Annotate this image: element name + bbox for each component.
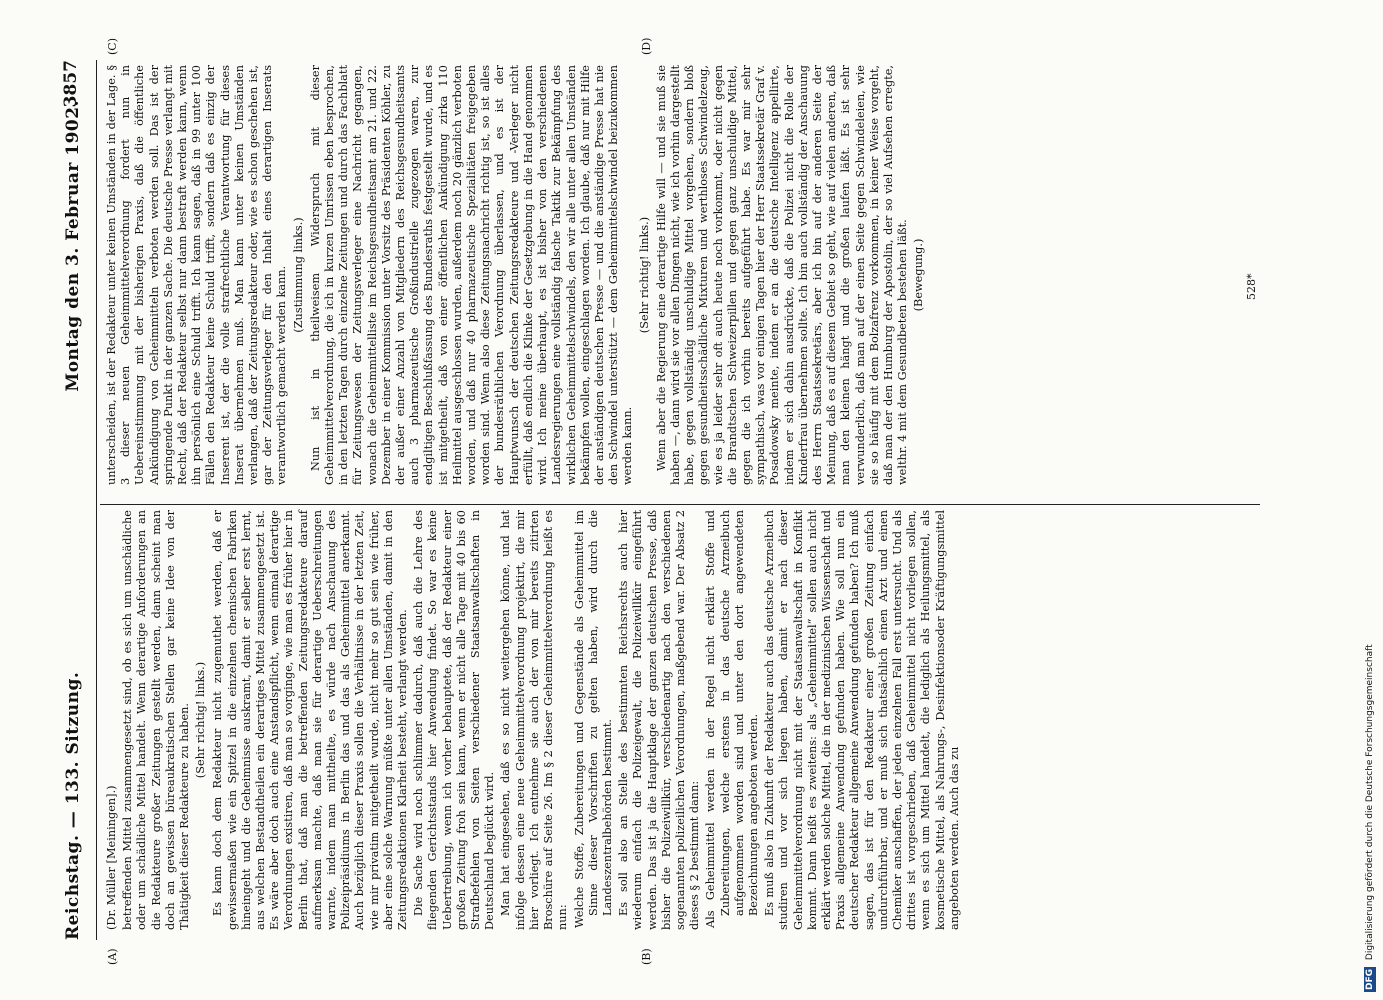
paragraph: Es soll also an Stelle des bestimmten Reichsrechts auch hier wiederum einfach die Polizeigewalt, die Polizeiwillkür eingeführt werden. Das ist ja die Hauptklage der ganzen deutschen Presse, daß bisher die Polizeiwillkür, verschiedenartig nach den verschiedenen sogenannten polizeilichen Verordnungen, maßgebend war. Der Absatz 2 dieses § 2 bestimmt dann: [617,510,702,930]
paragraph: Nun ist in theilweisem Widerspruch mit dieser Geheimmittelverordnung, die ich in kurzen Umrissen eben besprochen, in den letzten Tagen durch einzelne Zeitungen und durch das Fachblatt für Zeitungswesen der Zeitungsverleger eine Nachricht gegangen, wonach die Geheimmittelliste im Reichsgesundheitsamt am 21. und 22. Dezember in einer Kommission unter Vorsitz des Präsidenten Köhler, zu der außer einer Anzahl von Mitgliedern des Reichsgesundheitsamts auch 3 pharmazeutische Großindustrielle zugezogen waren, zur endgiltigen Beschlußfassung des Bundesraths festgestellt wurde, und es ist mitgetheilt, daß von einer öffentlichen Ankündigung zirka 110 Heilmittel ausgeschlossen wurden, außerdem noch 20 gänzlich verboten worden, und daß nur 40 pharmazeutische Spezialitäten freigegeben worden sind. Wenn also diese Zeitungsnachricht richtig ist, so ist alles der bundesräthlichen Verordnung überlassen, und es ist der Hauptwunsch der deutschen Zeitungsredakteure und -Verleger nicht erfüllt, daß endlich die Klinke der Gesetzgebung in die Hand genommen wird. Ich meine überhaupt, es ist bisher von den verschiedenen Landesregierungen eine vollständig falsche Taktik zur Bekämpfung des wirklichen Geheimmittelschwindels, den wir alle unter allen Umständen bekämpfen wollen, eingeschlagen worden. Ich glaube, daß nur mit Hilfe der anständigen deutschen Presse — und die anständige Presse hat nie den Schwindel unterstützt — dem Geheimmittelschwindel beizukommen werden kann. [308,65,635,485]
signature-mark: 528* [1245,273,1258,300]
interjection: (Sehr richtig! links.) [194,661,208,779]
header-rule [96,60,97,940]
margin-mark-d: (D) [640,37,653,55]
dfg-logo: DFG [1365,968,1375,990]
quotation: Welche Stoffe, Zubereitungen und Gegenstände als Geheimmittel im Sinne dieser Vorschriften zu gelten haben, wird durch die Landeszentralbehörden bestimmt. [572,510,614,928]
paragraph: Die Sache wird noch schlimmer dadurch, daß auch die Lehre des fliegenden Gerichtsstands hier Anwendung findet. So war es keine Uebertreibung, wenn ich vorher behauptete, daß der Redakteur einer großen Zeitung froh sein kann, wenn er nicht alle Tage mit 40 bis 60 Strafbefehlen von Seiten verschiedener Staatsanwaltschaften in Deutschland beglückt wird. [412,510,497,930]
page-header [55,60,95,940]
interjection: (Sehr richtig! links.) [637,216,651,334]
header-left: Reichstag. — 133. Sitzung. [63,671,83,940]
left-column [105,510,964,930]
paragraph: Man hat eingesehen, daß es so nicht weitergehen könne, und hat infolge dessen eine neue Geheimmittelverordnung projektirt, die mir hier vorliegt. Ich entnehme sie auch der von mir bereits zitirten Broschüre auf Seite 26. Im § 2 dieser Geheimmittelverordnung heißt es nun: [499,510,570,930]
speaker-label: (Dr. Müller [Meiningen].) [105,785,118,930]
page-number: 3857 [61,60,81,108]
paragraph: Es muß also in Zukunft der Redakteur auch das deutsche Arzneibuch studiren und vor sich liegen haben, damit er nach dieser Geheimmittelverordnung nicht mit der Staatsanwaltschaft in Konflikt kommt. Dann heißt es zweitens: als „Geheimmittel“ sollen auch nicht erklärt werden solche Mittel, die in der medizinischen Wissenschaft und Praxis allgemeine Anwendung gefunden haben. Wie soll nun ein deutscher Redakteur allgemeine Anwendung gefunden haben? Ich muß sagen, das ist für den Redakteur einer großen Zeitung einfach undurchführbar, und er muß sich thatsächlich einen Arzt und einen Chemiker anschaffen, der jeden einzelnen Fall erst untersucht. Und als drittes ist vorgeschrieben, daß Geheimmittel nicht vorliegen sollen, wenn es sich um Mittel handelt, die lediglich als Heilungsmittel, als kosmetische Mittel, als Nahrungs-, Desinfektionsoder Kräftigungsmittel angeboten werden. Auch das zu [763,510,961,930]
paragraph: betreffenden Mittel zusammengesetzt sind, ob es sich um unschädliche oder um schädliche Mittel handelt. Wenn derartige Anforderungen an die Redakteure großer Zeitungen gestellt werden, dann scheint man doch an gewissen büreaukratischen Stellen gar keine Idee von der Thätigkeit dieser Redakteure zu haben. [121,510,192,930]
margin-mark-a: (A) [106,948,119,965]
digitization-text: Digitalisierung gefördert durch die Deutsche Forschungsgemeinschaft [1365,644,1375,961]
digitization-note [1365,8,1379,992]
column-divider [100,504,1260,505]
right-column [105,65,930,485]
paragraph: Wenn aber die Regierung eine derartige Hilfe will — und sie muß sie haben —, dann wird sie vor allen Dingen nicht, wie ich vorhin dargestellt habe, gegen vollständig unschuldige Mittel vorgehen, sondern bloß gegen gesundheitsschädliche Mixturen und werthloses Schwindelzeug, wie es ja leider sehr oft auch heute noch vorkommt, oder nicht gegen die Brandtschen Schweizerpillen und gegen ganz unschuldige Mittel, gegen die ich vorhin bereits aufgeführt habe. Es war mir sehr sympathisch, was vor einigen Tagen hier der Herr Staatssekretär Graf v. Posadowsky meinte, indem er an die deutsche Intelligenz appellirte, indem er sich dahin ausdrückte, daß die Polizei nicht die Rolle der Kinderfrau übernehmen sollte. Ich bin auch vollständig der Anschauung des Herrn Staatssekretärs, aber ich bin auf der anderen Seite der Meinung, daß es auf diesem Gebiet so geht, wie auf vielen anderen, daß man den kleinen hängt und die großen laufen läßt. Es ist sehr verwunderlich, daß man auf der einen Seite gegen Schwindeleien, wie sie so häufig mit dem Bolzafrenz vorkommen, in keiner Weise vorgeht, daß man der den Humburg der Apostolin, der so viel Aufsehen erregte, welthr. 4 mit dem Gesundbeten bestehen läßt. [654,65,910,485]
margin-mark-c: (C) [106,38,119,55]
interjection: (Bewegung.) [912,238,926,312]
quotation: Als Geheimmittel werden in der Regel nicht erklärt Stoffe und Zubereitungen, welche erstens in das deutsche Arzneibuch aufgenommen worden sind und unter den dort angewendeten Bezeichnungen angeboten werden. [704,510,760,928]
interjection: (Zustimmung links.) [291,217,305,333]
margin-mark-b: (B) [640,948,653,965]
paragraph: unterscheiden, ist der Redakteur unter keinen Umständen in der Lage. § 3 dieser neuen Geheimmittelverordnung fordert nun in Uebereinstimmung mit der bisherigen Praxis, daß die öffentliche Ankündigung von Geheimmitteln verboten werden soll. Das ist der springende Punkt in der ganzen Sache. Die deutsche Presse verlangt mit Recht, daß der Redakteur selbst nur dann bestraft werden kann, wenn ihn persönlich eine Schuld trifft. Ich kann sagen, daß in 99 unter 100 Fällen den Redakteur keine Schuld trifft, sondern daß es einzig der Inserent ist, der die volle strafrechtliche Verantwortung für dieses Inserat übernehmen muß. Man kann unter keinen Umständen verlangen, daß der Zeitungsredakteur oder, wie es schon geschehen ist, gar der Zeitungsverleger für den Inhalt eines derartigen Inserats verantwortlich gemacht werden kann. [105,65,289,485]
header-right: Montag den 3. Februar 1902. [63,100,83,392]
paragraph: Es kann doch dem Redakteur nicht zugemuthet werden, daß er gewissermaßen wie ein Spitzel in die einzelnen chemischen Fabriken hineingeht und die Geheimnisse auskramt, damit er selber erst lernt, aus welchen Bestandtheilen ein derartiges Mittel zusammengesetzt ist. Es wäre aber doch auch eine Anstandspflicht, wenn einmal derartige Verordnungen existiren, daß man so vorginge, wie man es früher hier in Berlin that, daß man die betreffenden Zeitungsredakteure darauf aufmerksam machte, daß man sie für derartige Ueberschreitungen warnte, indem man mittheilte, es würde nach Anschauung des Polizeipräsidiums in Berlin das und das als Geheimmittel anerkannt. Auch bezüglich dieser Praxis sollen die Verhältnisse in der letzten Zeit, wie mir privatim mitgetheilt wurde, nicht mehr so gut sein wie früher, aber eine solche Warnung müßte unter allen Umständen, damit in den Zeitungsredaktionen Klarheit besteht, verlangt werden. [211,510,410,930]
